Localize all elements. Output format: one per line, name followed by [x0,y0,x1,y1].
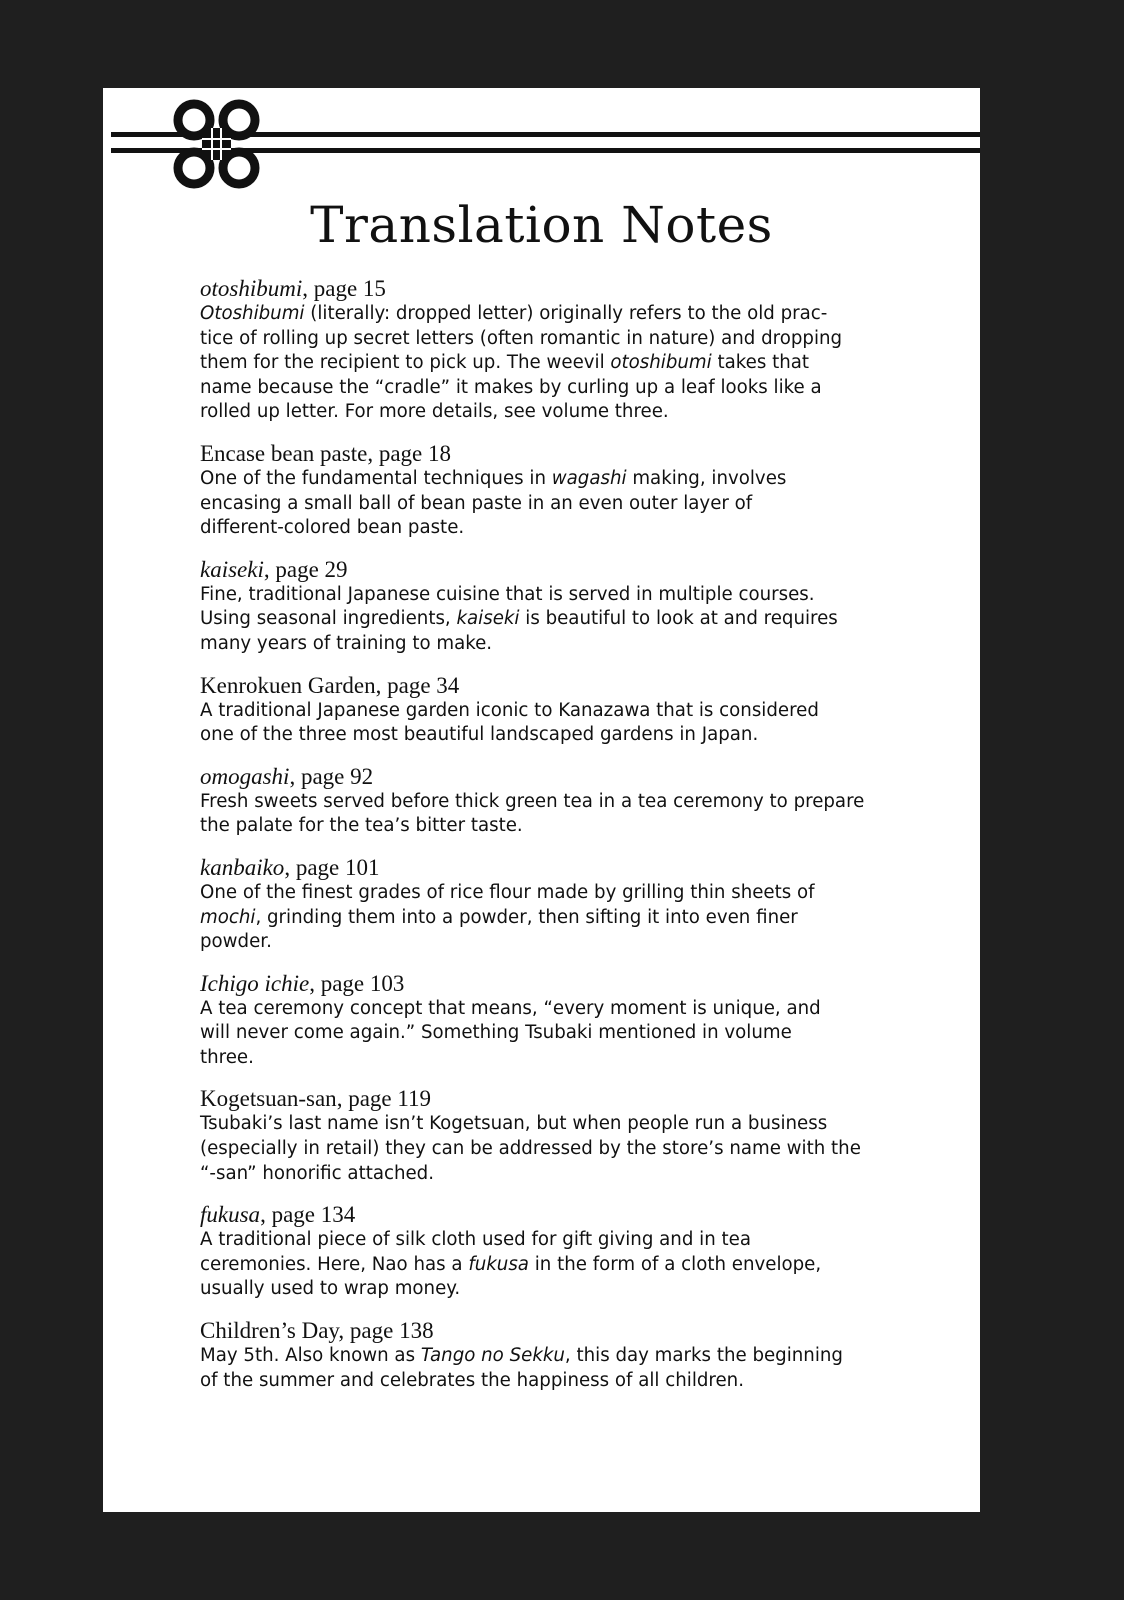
note-body-italic: kaiseki [456,608,520,630]
notes-list [200,276,900,1409]
note-body-text: , grinding them into a powder, then sifting it into even finer powder. [200,906,798,953]
page-title: Translation Notes [310,196,773,254]
note-heading [200,1202,900,1228]
note-page-ref: , page 101 [284,854,380,880]
note-body-text: Tsubaki’s last name isn’t Kogetsuan, but when people run a business (especially in retail) they can be addressed by the store’s name with the “-san” honorific attached. [200,1113,861,1184]
note-heading [200,557,900,583]
note-page-ref: , page 15 [302,276,386,301]
note-term: otoshibumi [200,276,303,301]
page-sheet [103,88,980,1512]
note-body [200,881,900,955]
note-entry [200,441,900,541]
note-body-text: A tea ceremony concept that means, “every moment is unique, and will never come again.” Something Tsubaki mentioned in volume three. [200,997,821,1068]
knot-ornament-icon [111,98,980,198]
note-body-italic: fukusa [468,1253,529,1275]
note-body-italic: mochi [200,906,256,928]
note-page-ref: , page 138 [338,1318,434,1344]
note-body-text: in the form of a cloth envelope, usually used to wrap money. [200,1253,822,1300]
note-term: Ichigo ichie [200,970,310,996]
note-body-text: One of the fundamental techniques in [200,467,552,489]
note-heading [200,673,900,699]
note-body-text: , this day marks the beginning of the summer and celebrates the happiness of all children. [200,1345,843,1391]
note-body [200,302,900,425]
note-body [200,997,900,1071]
note-body-text: A traditional piece of silk cloth used for gift giving and in tea ceremonies. Here, Nao has a [200,1229,751,1275]
note-body [200,467,900,541]
note-page-ref: , page 29 [263,556,348,582]
note-heading [200,276,900,302]
note-body-text: Fresh sweets served before thick green tea in a tea ceremony to prepare the palate for the tea’s bitter taste. [200,790,865,837]
note-entry [200,673,900,748]
note-term: fukusa [200,1202,261,1228]
note-entry [200,971,900,1071]
note-entry [200,557,900,657]
note-body [200,1112,900,1186]
note-page-ref: , page 18 [367,440,451,466]
note-page-ref: , page 119 [336,1086,432,1112]
note-term: kanbaiko [200,854,285,880]
note-body [200,1228,900,1302]
note-body-text: May 5th. Also known as [200,1345,421,1367]
note-body-text: A traditional Japanese garden iconic to Kanazawa that is considered one of the three most beautiful landscaped gardens in Japan. [200,699,819,746]
note-page-ref: , page 103 [309,970,405,996]
note-entry [200,1318,900,1393]
note-heading [200,971,900,997]
note-heading [200,764,900,790]
note-term: omogashi [200,763,290,789]
note-heading [200,1318,900,1344]
note-entry [200,855,900,955]
note-heading [200,855,900,881]
note-term: Kenrokuen Garden [200,672,376,698]
note-body-italic: Otoshibumi [200,303,305,324]
note-entry [200,764,900,839]
note-body-text: One of the finest grades of rice flour made by grilling thin sheets of [200,881,815,903]
note-body [200,699,900,748]
note-page-ref: , page 134 [260,1202,356,1228]
note-body-text: (literally: dropped letter) originally refers to the old prac- tice of rolling up secret letters (often romantic in nature) and dropping them for the recipient to pick up. The weevil [200,303,843,374]
note-body [200,1344,900,1393]
note-term: Children’s Day [200,1318,339,1344]
note-term: kaiseki [200,556,264,582]
note-entry [200,1202,900,1302]
note-body-italic: wagashi [551,467,627,489]
note-heading [200,441,900,467]
note-entry [200,1086,900,1186]
note-page-ref: , page 34 [375,672,460,698]
note-body-italic: Tango no Sekku [420,1345,565,1367]
note-entry [200,276,900,425]
note-page-ref: , page 92 [289,763,374,789]
note-body-text: making, involves encasing a small ball of bean paste in an even outer layer of different-colored bean paste. [200,467,787,539]
note-body-text: Fine, traditional Japanese cuisine that is served in multiple courses. Using seasonal ingredients, [200,583,815,630]
note-term: Encase bean paste [200,440,368,466]
note-heading [200,1086,900,1112]
note-body [200,583,900,657]
note-body-italic: otoshibumi [610,352,712,374]
note-term: Kogetsuan-san [200,1086,337,1112]
note-body-text: takes that name because the “cradle” it makes by curling up a leaf looks like a rolled up letter. For more details, see volume three. [200,352,822,423]
note-body [200,790,900,839]
note-body-text: is beautiful to look at and requires many years of training to make. [200,608,838,654]
